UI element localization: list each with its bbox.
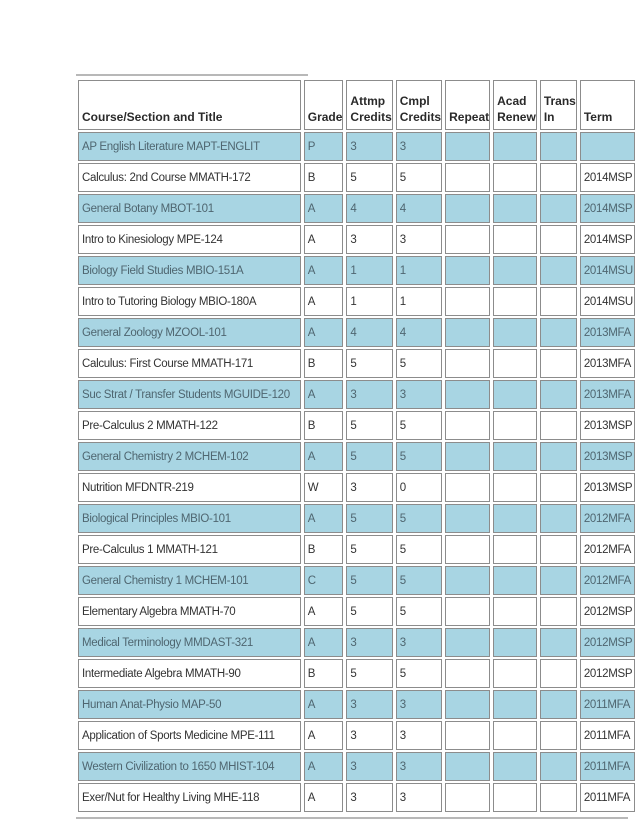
transcript-rows [78,132,635,812]
transfer-in-cell [540,535,577,564]
grade-cell: A [304,783,344,812]
table-row [78,473,635,502]
repeat-cell [445,597,490,626]
completed-credits-cell: 0 [396,473,442,502]
repeat-cell [445,721,490,750]
transfer-in-cell [540,194,577,223]
transfer-in-cell [540,659,577,688]
term-cell: 2014MSP [580,163,635,192]
grade-cell: W [304,473,344,502]
term-cell: 2014MSU [580,287,635,316]
column-header-title: Course/Section and Title [78,80,301,130]
table-row [78,194,635,223]
column-header-grade: Grade [304,80,344,130]
table-row [78,318,635,347]
transfer-in-cell [540,256,577,285]
academic-renewal-cell [493,597,537,626]
academic-renewal-cell [493,783,537,812]
attempted-credits-cell: 5 [346,566,392,595]
repeat-cell [445,752,490,781]
attempted-credits-cell: 3 [346,225,392,254]
attempted-credits-cell: 4 [346,194,392,223]
table-row [78,349,635,378]
transfer-in-cell [540,752,577,781]
repeat-cell [445,659,490,688]
course-title-cell: Pre-Calculus 1 MMATH-121 [78,535,301,564]
attempted-credits-cell: 5 [346,411,392,440]
term-cell: 2012MFA [580,566,635,595]
completed-credits-cell: 3 [396,721,442,750]
term-cell: 2012MFA [580,535,635,564]
academic-renewal-cell [493,628,537,657]
table-row [78,504,635,533]
term-cell: 2013MFA [580,380,635,409]
academic-renewal-cell [493,349,537,378]
academic-renewal-cell [493,411,537,440]
repeat-cell [445,318,490,347]
header-row [78,80,635,130]
repeat-cell [445,628,490,657]
academic-renewal-cell [493,318,537,347]
completed-credits-cell: 4 [396,194,442,223]
attempted-credits-cell: 3 [346,783,392,812]
completed-credits-cell: 5 [396,504,442,533]
attempted-credits-cell: 5 [346,659,392,688]
grade-cell: A [304,380,344,409]
repeat-cell [445,349,490,378]
column-header-academic-renewal: Acad Renew [493,80,537,130]
term-cell: 2011MFA [580,690,635,719]
repeat-cell [445,225,490,254]
course-title-cell: Application of Sports Medicine MPE-111 [78,721,301,750]
completed-credits-cell: 3 [396,628,442,657]
term-cell: 2012MSP [580,597,635,626]
course-title-cell: Elementary Algebra MMATH-70 [78,597,301,626]
academic-renewal-cell [493,721,537,750]
transfer-in-cell [540,411,577,440]
academic-renewal-cell [493,504,537,533]
attempted-credits-cell: 5 [346,597,392,626]
academic-renewal-cell [493,690,537,719]
repeat-cell [445,287,490,316]
grade-cell: A [304,194,344,223]
grade-cell: A [304,287,344,316]
term-cell: 2011MFA [580,783,635,812]
transfer-in-cell [540,783,577,812]
term-cell: 2013MSP [580,473,635,502]
term-cell: 2014MSP [580,225,635,254]
attempted-credits-cell: 5 [346,442,392,471]
term-cell: 2014MSU [580,256,635,285]
term-cell: 2013MFA [580,349,635,378]
table-row [78,411,635,440]
course-title-cell: Intro to Kinesiology MPE-124 [78,225,301,254]
term-cell: 2012MSP [580,628,635,657]
table-row [78,659,635,688]
grade-cell: A [304,256,344,285]
academic-renewal-cell [493,132,537,161]
course-title-cell: General Botany MBOT-101 [78,194,301,223]
attempted-credits-cell: 5 [346,163,392,192]
grade-cell: C [304,566,344,595]
course-title-cell: Intermediate Algebra MMATH-90 [78,659,301,688]
column-header-attempted-credits: Attmp Credits [346,80,392,130]
grade-cell: A [304,628,344,657]
term-cell [580,132,635,161]
completed-credits-cell: 5 [396,442,442,471]
completed-credits-cell: 3 [396,690,442,719]
transfer-in-cell [540,349,577,378]
course-title-cell: Calculus: 2nd Course MMATH-172 [78,163,301,192]
table-row [78,442,635,471]
academic-renewal-cell [493,535,537,564]
repeat-cell [445,442,490,471]
transfer-in-cell [540,318,577,347]
transfer-in-cell [540,504,577,533]
repeat-cell [445,132,490,161]
course-title-cell: Calculus: First Course MMATH-171 [78,349,301,378]
academic-renewal-cell [493,473,537,502]
column-header-repeat: Repeat [445,80,490,130]
transfer-in-cell [540,628,577,657]
completed-credits-cell: 5 [396,597,442,626]
attempted-credits-cell: 3 [346,721,392,750]
table-row [78,256,635,285]
transcript-table [75,78,638,814]
table-row [78,721,635,750]
transfer-in-cell [540,163,577,192]
academic-renewal-cell [493,256,537,285]
course-title-cell: Human Anat-Physio MAP-50 [78,690,301,719]
completed-credits-cell: 5 [396,566,442,595]
repeat-cell [445,690,490,719]
repeat-cell [445,163,490,192]
grade-cell: A [304,318,344,347]
course-title-cell: AP English Literature MAPT-ENGLIT [78,132,301,161]
term-cell: 2013MSP [580,411,635,440]
academic-renewal-cell [493,659,537,688]
grade-cell: B [304,349,344,378]
attempted-credits-cell: 5 [346,349,392,378]
column-header-term: Term [580,80,635,130]
completed-credits-cell: 1 [396,256,442,285]
attempted-credits-cell: 3 [346,752,392,781]
course-title-cell: General Chemistry 2 MCHEM-102 [78,442,301,471]
transfer-in-cell [540,132,577,161]
transfer-in-cell [540,597,577,626]
course-title-cell: Pre-Calculus 2 MMATH-122 [78,411,301,440]
course-title-cell: General Chemistry 1 MCHEM-101 [78,566,301,595]
repeat-cell [445,380,490,409]
attempted-credits-cell: 3 [346,132,392,161]
grade-cell: A [304,225,344,254]
grade-cell: A [304,721,344,750]
transfer-in-cell [540,380,577,409]
table-row [78,783,635,812]
attempted-credits-cell: 1 [346,287,392,316]
attempted-credits-cell: 3 [346,628,392,657]
completed-credits-cell: 1 [396,287,442,316]
top-divider [76,74,308,76]
completed-credits-cell: 5 [396,411,442,440]
transfer-in-cell [540,442,577,471]
grade-cell: A [304,504,344,533]
table-row [78,566,635,595]
grade-cell: A [304,442,344,471]
academic-renewal-cell [493,287,537,316]
course-title-cell: Suc Strat / Transfer Students MGUIDE-120 [78,380,301,409]
transfer-in-cell [540,225,577,254]
repeat-cell [445,566,490,595]
completed-credits-cell: 5 [396,349,442,378]
attempted-credits-cell: 3 [346,380,392,409]
table-row [78,752,635,781]
table-row [78,690,635,719]
completed-credits-cell: 3 [396,132,442,161]
attempted-credits-cell: 5 [346,535,392,564]
term-cell: 2012MFA [580,504,635,533]
table-row [78,628,635,657]
table-row [78,132,635,161]
attempted-credits-cell: 4 [346,318,392,347]
term-cell: 2013MSP [580,442,635,471]
course-title-cell: Medical Terminology MMDAST-321 [78,628,301,657]
grade-cell: A [304,597,344,626]
course-title-cell: Western Civilization to 1650 MHIST-104 [78,752,301,781]
course-title-cell: Biology Field Studies MBIO-151A [78,256,301,285]
grade-cell: B [304,659,344,688]
attempted-credits-cell: 3 [346,473,392,502]
academic-renewal-cell [493,194,537,223]
course-title-cell: Exer/Nut for Healthy Living MHE-118 [78,783,301,812]
table-row [78,535,635,564]
term-cell: 2014MSP [580,194,635,223]
table-row [78,380,635,409]
transfer-in-cell [540,473,577,502]
attempted-credits-cell: 5 [346,504,392,533]
completed-credits-cell: 3 [396,783,442,812]
transfer-in-cell [540,690,577,719]
academic-renewal-cell [493,752,537,781]
bottom-divider [76,817,628,819]
course-title-cell: Biological Principles MBIO-101 [78,504,301,533]
column-header-transfer-in: Trans In [540,80,577,130]
completed-credits-cell: 3 [396,380,442,409]
grade-cell: P [304,132,344,161]
grade-cell: A [304,752,344,781]
academic-renewal-cell [493,380,537,409]
course-title-cell: Intro to Tutoring Biology MBIO-180A [78,287,301,316]
repeat-cell [445,535,490,564]
academic-renewal-cell [493,225,537,254]
completed-credits-cell: 5 [396,659,442,688]
table-row [78,225,635,254]
attempted-credits-cell: 1 [346,256,392,285]
repeat-cell [445,194,490,223]
grade-cell: A [304,690,344,719]
grade-cell: B [304,163,344,192]
term-cell: 2012MSP [580,659,635,688]
repeat-cell [445,473,490,502]
attempted-credits-cell: 3 [346,690,392,719]
academic-renewal-cell [493,163,537,192]
completed-credits-cell: 5 [396,535,442,564]
repeat-cell [445,411,490,440]
academic-renewal-cell [493,566,537,595]
completed-credits-cell: 4 [396,318,442,347]
grade-cell: B [304,411,344,440]
transfer-in-cell [540,566,577,595]
transfer-in-cell [540,287,577,316]
completed-credits-cell: 5 [396,163,442,192]
repeat-cell [445,256,490,285]
academic-renewal-cell [493,442,537,471]
repeat-cell [445,504,490,533]
transfer-in-cell [540,721,577,750]
repeat-cell [445,783,490,812]
course-title-cell: General Zoology MZOOL-101 [78,318,301,347]
grade-cell: B [304,535,344,564]
course-title-cell: Nutrition MFDNTR-219 [78,473,301,502]
completed-credits-cell: 3 [396,225,442,254]
table-row [78,287,635,316]
table-row [78,163,635,192]
term-cell: 2013MFA [580,318,635,347]
term-cell: 2011MFA [580,721,635,750]
term-cell: 2011MFA [580,752,635,781]
column-header-completed-credits: Cmpl Credits [396,80,442,130]
table-row [78,597,635,626]
completed-credits-cell: 3 [396,752,442,781]
